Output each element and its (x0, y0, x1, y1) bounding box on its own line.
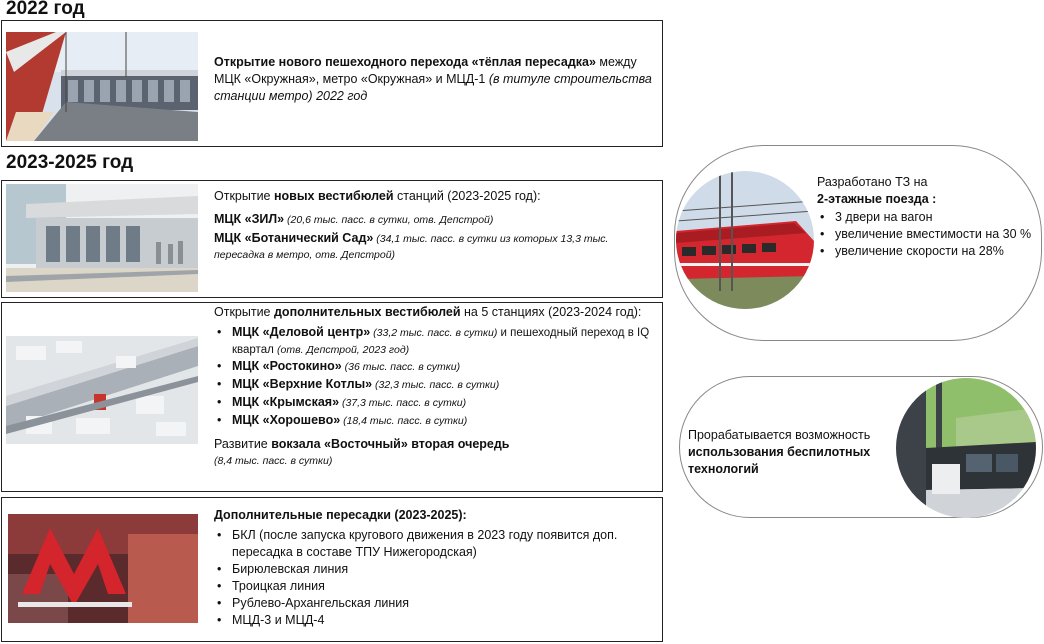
additional-vestibules-intro (214, 304, 654, 321)
section-2022-box (1, 20, 663, 147)
station-note: (20,6 тыс. пасс. в сутки, отв. Депстрой) (284, 214, 494, 226)
list-item: • 3 двери на вагон (817, 209, 1039, 226)
intro-post: станций (2023-2025 год): (393, 189, 541, 203)
list-item: • Рублево-Архангельская линия (214, 595, 658, 612)
autonomous-pre: Прорабатывается возможность (688, 428, 871, 442)
station-note: (33,2 тыс. пасс. в сутки) (370, 327, 498, 339)
additional-vestibules-list (214, 324, 654, 430)
additional-transfers-text (214, 507, 658, 629)
additional-transfers-title: Дополнительные пересадки (2023-2025): (214, 508, 467, 522)
additional-vestibules-box (1, 302, 663, 492)
station-note: (18,4 тыс. пасс. в сутки) (340, 415, 468, 427)
autonomous-tech-card (679, 376, 1043, 518)
list-item-business-center (214, 324, 654, 358)
station-name: МЦК «Крымская» (232, 395, 340, 409)
train-spec-line1: Разработано ТЗ на (817, 175, 928, 189)
station-name: МЦК «Хорошево» (232, 413, 341, 427)
double-decker-train-card (674, 145, 1042, 341)
intro-pre: Открытие (214, 305, 274, 319)
station-note: (34,1 тыс. пасс. в сутки из которых 13,3 тыс. пересадка в метро, отв. Депстрой) (214, 233, 609, 261)
list-item: • увеличение вместимости на 30 % (817, 226, 1039, 243)
list-item: • Троицкая линия (214, 578, 658, 595)
station-note: (8,4 тыс. пасс. в сутки) (214, 455, 333, 467)
list-item: • БКЛ (после запуска кругового движения в 2023 году появится доп. пересадка в составе ТПУ Нижегородская) (214, 527, 658, 561)
additional-transfers-list (214, 527, 658, 629)
intro-bold: новых вестибюлей (274, 189, 394, 203)
driver-cab-photo (896, 378, 1036, 518)
autonomous-bold: использования беспилотных технологий (688, 445, 871, 476)
new-vestibules-intro (214, 188, 654, 205)
list-item: • Бирюлевская линия (214, 561, 658, 578)
station-note: (37,3 тыс. пасс. в сутки) (339, 397, 467, 409)
intro-pre: Открытие (214, 189, 274, 203)
year-2023-heading: 2023-2025 год (6, 152, 134, 173)
autonomous-tech-text (688, 427, 902, 478)
list-item-krymskaya (214, 394, 654, 412)
station-name: МЦК «ЗИЛ» (214, 212, 285, 226)
metro-logo-photo (8, 514, 198, 623)
warm-transfer-description (214, 54, 654, 105)
station-name: МЦК «Верхние Котлы» (232, 377, 373, 391)
list-item-rostokino (214, 358, 654, 376)
additional-vestibules-text (214, 304, 654, 469)
red-train-photo (676, 171, 814, 309)
station-pre: Развитие (214, 437, 272, 451)
list-item: • увеличение скорости на 28% (817, 243, 1039, 260)
year-2022-heading: 2022 год (6, 0, 85, 19)
train-spec-text (817, 174, 1039, 260)
new-vestibule-render (6, 184, 198, 292)
new-vestibules-box (1, 180, 663, 298)
station-botanic-garden (214, 231, 654, 263)
train-spec-line2: 2-этажные поезда : (817, 192, 937, 206)
station-note: (32,3 тыс. пасс. в сутки) (372, 379, 500, 391)
list-item: • МЦД-3 и МЦД-4 (214, 612, 658, 629)
vostochny-station-development (214, 436, 654, 469)
intro-bold: дополнительных вестибюлей (274, 305, 461, 319)
train-spec-list (817, 209, 1039, 260)
warm-transfer-text: между МЦК «Окружная», метро «Окружная» и МЦД-1 (214, 55, 637, 86)
new-vestibules-text (214, 188, 654, 263)
warm-transfer-bold: Открытие нового пешеходного перехода «тёплая пересадка» (214, 55, 596, 69)
warm-transfer-italic: (в титуле строительства станции метро) 2022 год (214, 72, 652, 103)
station-extra-note: (отв. Депстрой, 2023 год) (277, 344, 410, 356)
station-extra: и пешеходный переход в IQ квартал (232, 327, 650, 356)
station-zil (214, 211, 654, 229)
warm-transfer-crossing-photo (6, 32, 198, 141)
station-name: МЦК «Ботанический Сад» (214, 231, 374, 245)
additional-transfers-box (1, 497, 663, 642)
business-center-station-render (6, 336, 198, 444)
intro-post: на 5 станциях (2023-2024 год): (460, 305, 642, 319)
station-bold: вокзала «Восточный» вторая очередь (271, 437, 510, 451)
list-item-verkhnie-kotly (214, 376, 654, 394)
station-note: (36 тыс. пасс. в сутки) (341, 361, 461, 373)
station-name: МЦК «Ростокино» (232, 359, 342, 373)
list-item-khoroshevo (214, 412, 654, 430)
station-name: МЦК «Деловой центр» (232, 325, 371, 339)
